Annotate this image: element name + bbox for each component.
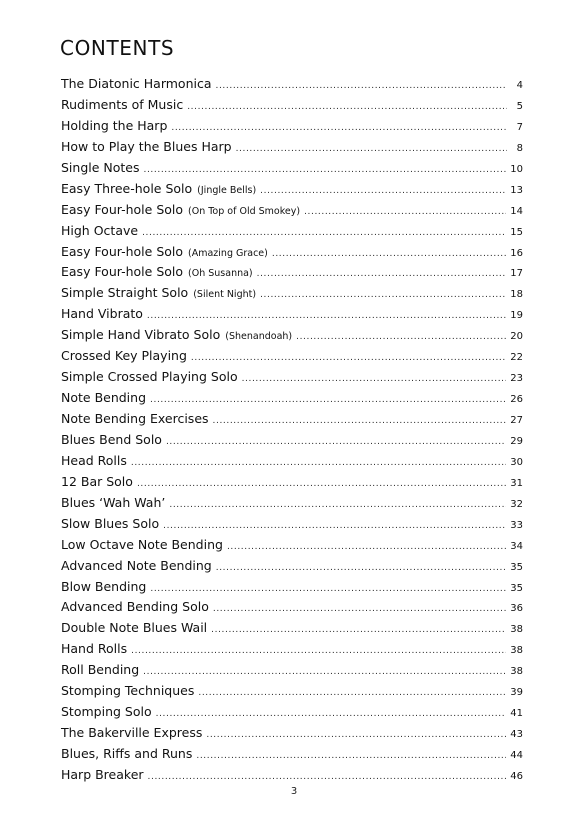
toc-entry-page-number: 38 [510,645,523,657]
toc-entry-page-number: 32 [510,498,523,510]
toc-entry [61,200,523,221]
toc-entry-title: Easy Four-hole Solo [61,201,184,217]
toc-entry [61,493,523,514]
toc-entry-title: 12 Bar Solo [61,473,133,489]
dot-leader [213,599,506,619]
toc-entry-title: Low Octave Note Bending [61,536,223,552]
toc-entry-page-number: 19 [510,310,523,322]
toc-entry [61,346,523,367]
dot-leader [163,516,506,536]
dot-leader [216,76,507,96]
toc-entry [61,639,523,660]
toc-entry-title: Easy Four-hole Solo [61,264,184,280]
toc-entry-page-number: 38 [510,624,523,636]
toc-entry-subtitle: (Oh Susanna) [188,268,253,280]
toc-entry-page-number: 35 [510,561,523,573]
toc-entry [61,472,523,493]
toc-entry [61,556,523,577]
toc-entry-title: Single Notes [61,159,140,175]
toc-entry-page-number: 13 [510,184,523,196]
toc-entry-title: Hand Vibrato [61,306,143,322]
toc-entry [61,304,523,325]
toc-entry-title: Simple Crossed Playing Solo [61,369,238,385]
toc-entry-page-number: 38 [510,666,523,678]
dot-leader [144,160,507,180]
toc-entry-title: Note Bending Exercises [61,411,209,426]
dot-leader [242,369,507,389]
toc-entry-title: High Octave [61,222,139,238]
dot-leader [150,579,506,599]
toc-entry [61,221,523,242]
toc-entry-page-number: 23 [510,373,523,385]
toc-entry-page-number: 27 [510,415,523,426]
dot-leader [131,453,506,473]
toc-entry [61,618,523,639]
dot-leader [166,432,506,452]
dot-leader [211,620,506,640]
toc-entry-title: Blues Bend Solo [61,431,162,447]
toc-entry-title: Rudiments of Music [61,96,184,112]
toc-entry-subtitle: (Amazing Grace) [188,247,268,259]
toc-entry-subtitle: (Shenandoah) [225,331,293,343]
toc-entry-page-number: 46 [510,770,523,782]
toc-entry-page-number: 14 [510,205,523,217]
toc-entry-title: Head Rolls [61,452,127,468]
toc-entry-page-number: 7 [516,121,523,133]
toc-entry [61,179,523,200]
toc-entry-page-number: 31 [510,477,523,489]
toc-entry [61,430,523,451]
toc-entry-page-number: 22 [510,352,523,364]
toc-entry-title: Harp Breaker [61,766,144,782]
dot-leader [196,746,506,766]
page-number: 3 [290,786,298,797]
toc-entry [61,681,523,702]
page-title: CONTENTS [60,36,175,60]
dot-leader [142,223,506,243]
dot-leader [137,474,506,494]
toc-entry [61,451,523,472]
toc-entry [61,283,523,304]
dot-leader [150,390,506,410]
toc-entry [61,577,523,598]
toc-entry-title: Easy Three-hole Solo [61,180,193,196]
toc-entry-page-number: 44 [510,750,523,761]
dot-leader [227,537,506,557]
dot-leader [131,641,506,661]
toc-entry-page-number: 41 [510,708,523,720]
toc-entry-subtitle: (On Top of Old Smokey) [188,205,301,217]
toc-entry [61,702,523,723]
toc-entry [61,325,523,346]
dot-leader [198,683,506,703]
toc-entry-subtitle: (Silent Night) [193,289,257,301]
toc-entry [61,262,523,283]
toc-entry [61,158,523,179]
toc-entry [61,765,523,786]
toc-entry [61,137,523,158]
toc-entry-title: Slow Blues Solo [61,515,160,531]
toc-entry [61,409,523,430]
toc-entry [61,367,523,388]
toc-entry [61,74,523,95]
dot-leader [187,97,507,117]
dot-leader [260,285,506,305]
toc-entry [61,242,523,263]
toc-entry-title: Simple Straight Solo [61,285,189,301]
toc-entry-title: Blow Bending [61,578,147,594]
dot-leader [216,558,507,578]
toc-entry-page-number: 43 [510,729,523,741]
toc-entry-title: Holding the Harp [61,117,168,133]
toc-entry-title: Blues, Riffs and Runs [61,746,193,761]
dot-leader [304,202,506,222]
toc-entry-page-number: 34 [510,540,523,552]
toc-entry-title: Crossed Key Playing [61,348,187,364]
toc-entry-subtitle: (Jingle Bells) [197,184,257,196]
toc-entry-title: Simple Hand Vibrato Solo [61,327,221,343]
toc-entry-page-number: 17 [510,268,523,280]
toc-entry-page-number: 39 [510,687,523,699]
toc-entry [61,723,523,744]
dot-leader [148,767,507,787]
dot-leader [147,306,506,326]
toc-entry-page-number: 15 [510,226,523,238]
toc-entry-title: Stomping Techniques [61,683,195,699]
toc-entry-title: Easy Four-hole Solo [61,243,184,259]
dot-leader [191,348,506,368]
dot-leader [236,139,507,159]
toc-entry-page-number: 30 [510,456,523,468]
toc-entry-title: Advanced Note Bending [61,557,212,573]
toc-entry [61,388,523,409]
toc-entry [61,116,523,137]
toc-entry-page-number: 36 [510,603,523,615]
toc-entry-page-number: 8 [516,142,523,154]
toc-entry-page-number: 26 [510,394,523,406]
toc-entry-title: Advanced Bending Solo [61,599,209,615]
toc-entry-title: How to Play the Blues Harp [61,138,232,154]
toc-entry-title: The Bakerville Express [61,725,203,741]
contents-list [61,74,523,786]
toc-entry-page-number: 20 [510,331,523,343]
dot-leader [272,244,506,264]
dot-leader [156,704,507,724]
dot-leader [171,118,507,138]
dot-leader [260,181,506,201]
toc-entry-page-number: 33 [510,519,523,531]
toc-entry-title: Stomping Solo [61,704,152,720]
toc-entry [61,95,523,116]
toc-entry-title: Note Bending [61,390,147,406]
toc-entry-title: Double Note Blues Wail [61,620,208,636]
toc-entry [61,535,523,556]
toc-entry-page-number: 29 [510,435,523,447]
toc-entry [61,744,523,765]
toc-entry [61,514,523,535]
toc-entry-page-number: 35 [510,582,523,594]
toc-entry-title: The Diatonic Harmonica [61,76,212,91]
toc-entry [61,597,523,618]
dot-leader [143,662,506,682]
dot-leader [169,495,506,515]
toc-entry-title: Hand Rolls [61,641,128,657]
dot-leader [257,264,507,284]
dot-leader [296,327,506,347]
toc-entry-page-number: 5 [516,100,523,112]
toc-entry-page-number: 4 [516,80,523,91]
toc-entry-page-number: 10 [510,163,523,175]
toc-entry-page-number: 16 [510,247,523,259]
dot-leader [206,725,506,745]
toc-entry-title: Blues ‘Wah Wah’ [61,494,166,510]
toc-entry [61,660,523,681]
toc-entry-title: Roll Bending [61,662,140,678]
dot-leader [213,411,507,431]
toc-entry-page-number: 18 [510,289,523,301]
